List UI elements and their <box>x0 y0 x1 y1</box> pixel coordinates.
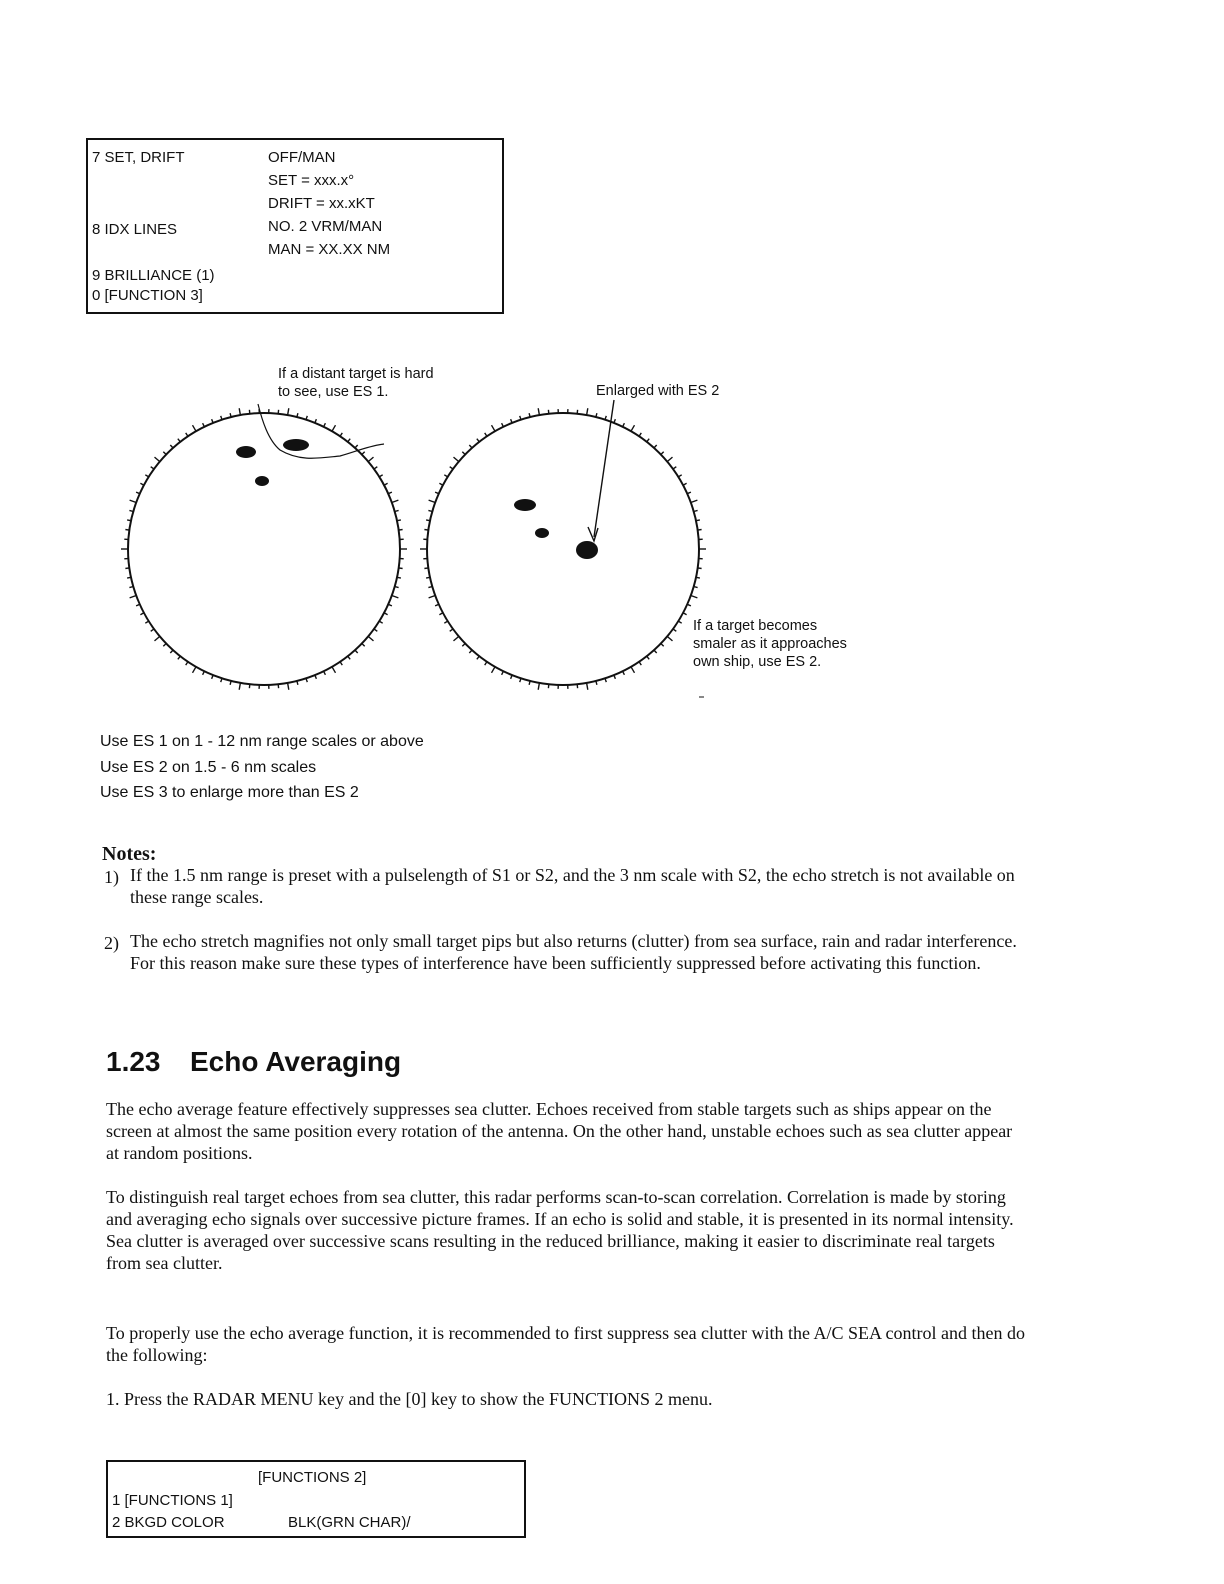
bearing-tick <box>170 445 173 448</box>
target-echo <box>535 528 549 538</box>
bearing-tick <box>297 681 298 685</box>
bearing-tick <box>178 439 181 442</box>
section-heading <box>106 1046 401 1078</box>
bearing-tick <box>647 439 650 442</box>
bearing-tick <box>163 452 166 455</box>
bearing-tick <box>332 425 336 431</box>
bearing-tick <box>384 483 388 485</box>
bearing-tick <box>388 492 392 494</box>
bearing-tick <box>654 445 657 448</box>
bearing-tick <box>392 500 399 502</box>
target-echo <box>236 446 256 458</box>
bearing-tick <box>145 621 148 623</box>
callout-smaller-target <box>693 617 847 671</box>
bearing-tick <box>623 423 625 427</box>
bearing-tick <box>485 433 487 436</box>
radar-scope-right <box>427 413 699 685</box>
callout-leader-line <box>258 404 384 458</box>
menu-value: BLK(GRN CHAR)/ <box>288 1514 411 1531</box>
bearing-tick <box>348 439 351 442</box>
bearing-tick <box>239 683 240 690</box>
bearing-tick <box>538 683 539 690</box>
bearing-tick <box>230 413 231 417</box>
bearing-tick <box>596 681 597 685</box>
bearing-tick <box>379 475 382 477</box>
bearing-tick <box>125 530 129 531</box>
section-number: 1.23 <box>106 1046 161 1077</box>
bearing-tick <box>186 433 188 436</box>
bearing-tick <box>450 629 453 631</box>
bearing-tick <box>397 520 401 521</box>
bearing-tick <box>678 475 681 477</box>
bearing-tick <box>136 492 140 494</box>
callout-line: If a distant target is hard <box>278 366 434 382</box>
callout-es1 <box>278 365 434 401</box>
bearing-tick <box>140 483 144 485</box>
bearing-tick <box>435 604 439 606</box>
bearing-tick <box>444 621 447 623</box>
bearing-tick <box>673 467 676 469</box>
bearing-tick <box>288 683 289 690</box>
note-item <box>104 930 1044 974</box>
bearing-tick <box>136 604 140 606</box>
bearing-tick <box>324 671 326 675</box>
bearing-tick <box>587 408 588 415</box>
note-number: 1) <box>104 867 119 887</box>
bearing-tick <box>426 577 430 578</box>
bearing-tick <box>379 621 382 623</box>
bearing-tick <box>388 604 392 606</box>
bearing-tick <box>340 662 342 665</box>
bearing-tick <box>687 492 691 494</box>
bearing-tick <box>140 613 144 615</box>
bearing-tick <box>186 662 188 665</box>
bearing-tick <box>151 629 154 631</box>
menu-value: OFF/MAN <box>268 149 336 166</box>
radar-scope-left <box>128 413 400 685</box>
section-title: Echo Averaging <box>190 1046 402 1077</box>
bearing-tick <box>529 413 530 417</box>
functions-2-menu-box <box>106 1460 526 1538</box>
bearing-tick <box>492 667 496 673</box>
bearing-tick <box>203 423 205 427</box>
scale-note: Use ES 1 on 1 - 12 nm range scales or above <box>100 733 424 750</box>
bearing-tick <box>673 629 676 631</box>
bearing-tick <box>454 636 459 641</box>
bearing-tick <box>355 445 358 448</box>
notes-title: Notes: <box>102 843 157 865</box>
bearing-tick <box>639 433 641 436</box>
bearing-scale-left <box>121 408 407 690</box>
bearing-tick <box>469 650 472 653</box>
target-echo <box>255 476 269 486</box>
bearing-tick <box>596 413 597 417</box>
bearing-tick <box>426 520 430 521</box>
menu-value: NO. 2 VRM/MAN <box>268 218 383 235</box>
callout-es2: Enlarged with ES 2 <box>596 383 720 399</box>
target-echo <box>514 499 536 511</box>
bearing-tick <box>462 452 465 455</box>
body-paragraph: To distinguish real target echoes from sea clutter, this radar performs scan-to-scan correlation. Correlation is made by storing and averaging echo signals over successive picture frames. If an echo is solid and stable, it is presented in its normal intensity. Sea clutter is averaged over successive scans resulting in the reduced brilliance, making it easier to discriminate real targets from sea clutter. <box>106 1187 1014 1273</box>
bearing-tick <box>127 520 131 521</box>
bearing-tick <box>485 662 487 665</box>
menu-key: 9 BRILLIANCE (1) <box>92 267 215 284</box>
bearing-tick <box>424 568 428 569</box>
bearing-tick <box>439 483 443 485</box>
bearing-tick <box>631 425 635 431</box>
bearing-tick <box>374 629 377 631</box>
bearing-tick <box>492 425 496 431</box>
bearing-tick <box>687 604 691 606</box>
bearing-tick <box>661 452 664 455</box>
bearing-tick <box>193 667 197 673</box>
note-item <box>104 864 1044 908</box>
bearing-tick <box>439 613 443 615</box>
bearing-tick <box>203 671 205 675</box>
scale-note: Use ES 2 on 1.5 - 6 nm scales <box>100 759 317 776</box>
bearing-tick <box>683 483 687 485</box>
bearing-tick <box>368 636 373 641</box>
bearing-tick <box>193 425 197 431</box>
bearing-tick <box>691 500 698 502</box>
bearing-tick <box>623 671 625 675</box>
bearing-tick <box>587 683 588 690</box>
bearing-tick <box>145 475 148 477</box>
bearing-tick <box>538 408 539 415</box>
bearing-tick <box>529 681 530 685</box>
bearing-tick <box>667 457 672 462</box>
bearing-scale-right <box>420 408 706 690</box>
callout-line: If a target becomes <box>693 618 818 634</box>
bearing-tick <box>691 596 698 598</box>
bearing-tick <box>435 492 439 494</box>
menu-key: 0 [FUNCTION 3] <box>92 287 203 304</box>
menu-key: 1 [FUNCTIONS 1] <box>112 1492 233 1509</box>
bearing-tick <box>698 530 702 531</box>
bearing-tick <box>384 613 388 615</box>
scale-note: Use ES 3 to enlarge more than ES 2 <box>100 784 359 801</box>
bearing-tick <box>696 577 700 578</box>
bearing-tick <box>170 650 173 653</box>
bearing-tick <box>130 596 137 598</box>
bearing-tick <box>698 568 702 569</box>
callout-line: own ship, use ES 2. <box>693 654 822 670</box>
bearing-tick <box>454 457 459 462</box>
bearing-tick <box>469 445 472 448</box>
bearing-tick <box>647 656 650 659</box>
menu-key: 8 IDX LINES <box>92 221 178 238</box>
bearing-tick <box>355 650 358 653</box>
bearing-tick <box>661 644 664 647</box>
bearing-tick <box>631 667 635 673</box>
bearing-tick <box>297 413 298 417</box>
bearing-tick <box>429 596 436 598</box>
bearing-tick <box>155 457 160 462</box>
bearing-tick <box>444 475 447 477</box>
body-paragraph: To properly use the echo average function, it is recommended to first suppress sea clutter with the A/C SEA control and then do the following: <box>106 1323 1026 1365</box>
bearing-tick <box>502 423 504 427</box>
bearing-tick <box>151 467 154 469</box>
callout-line: smaler as it approaches <box>693 636 847 652</box>
bearing-tick <box>399 530 403 531</box>
bearing-tick <box>288 408 289 415</box>
bearing-tick <box>678 621 681 623</box>
bearing-tick <box>462 644 465 647</box>
bearing-tick <box>125 568 129 569</box>
bearing-tick <box>654 650 657 653</box>
bearing-tick <box>362 644 365 647</box>
bearing-tick <box>348 656 351 659</box>
target-echo <box>283 439 309 451</box>
step-instruction: 1. Press the RADAR MENU key and the [0] key to show the FUNCTIONS 2 menu. <box>106 1389 713 1409</box>
body-paragraph: The echo average feature effectively suppresses sea clutter. Echoes received from stable targets such as ships appear on the screen at almost the same position every rotation of the antenna. On the other hand, unstable echoes such as sea clutter appear at random positions. <box>106 1099 1013 1163</box>
bearing-tick <box>477 439 480 442</box>
bearing-tick <box>424 530 428 531</box>
bearing-tick <box>332 667 336 673</box>
bearing-tick <box>324 423 326 427</box>
bearing-tick <box>340 433 342 436</box>
arrow-head <box>588 527 598 541</box>
callout-arrow <box>594 400 614 537</box>
note-text: The echo stretch magnifies not only small target pips but also returns (clutter) from sea surface, rain and radar interference. For this reason make sure these types of interference have been sufficiently suppressed before activating this function. <box>130 931 1017 973</box>
bearing-tick <box>397 577 401 578</box>
bearing-tick <box>127 577 131 578</box>
bearing-tick <box>368 457 373 462</box>
menu-key: 7 SET, DRIFT <box>92 149 185 166</box>
bearing-tick <box>696 520 700 521</box>
bearing-tick <box>163 644 166 647</box>
bearing-tick <box>178 656 181 659</box>
bearing-tick <box>155 636 160 641</box>
enlarged-target-echo <box>576 541 598 559</box>
note-number: 2) <box>104 933 119 953</box>
bearing-tick <box>477 656 480 659</box>
bearing-tick <box>239 408 240 415</box>
callout-line: to see, use ES 1. <box>278 384 389 400</box>
bearing-tick <box>399 568 403 569</box>
bearing-tick <box>130 500 137 502</box>
bearing-tick <box>502 671 504 675</box>
note-text: If the 1.5 nm range is preset with a pulselength of S1 or S2, and the 3 nm scale with S2, the echo stretch is not available on these range scales. <box>130 865 1015 907</box>
menu-value: SET = xxx.x° <box>268 172 355 189</box>
bearing-tick <box>374 467 377 469</box>
menu-title: [FUNCTIONS 2] <box>258 1469 367 1486</box>
bearing-tick <box>450 467 453 469</box>
bearing-tick <box>639 662 641 665</box>
bearing-tick <box>392 596 399 598</box>
bearing-tick <box>362 452 365 455</box>
bearing-tick <box>667 636 672 641</box>
bearing-tick <box>429 500 436 502</box>
menu-value: MAN = XX.XX NM <box>268 241 391 258</box>
bearing-tick <box>230 681 231 685</box>
menu-key: 2 BKGD COLOR <box>112 1514 225 1531</box>
bearing-tick <box>683 613 687 615</box>
menu-value: DRIFT = xx.xKT <box>268 195 375 212</box>
